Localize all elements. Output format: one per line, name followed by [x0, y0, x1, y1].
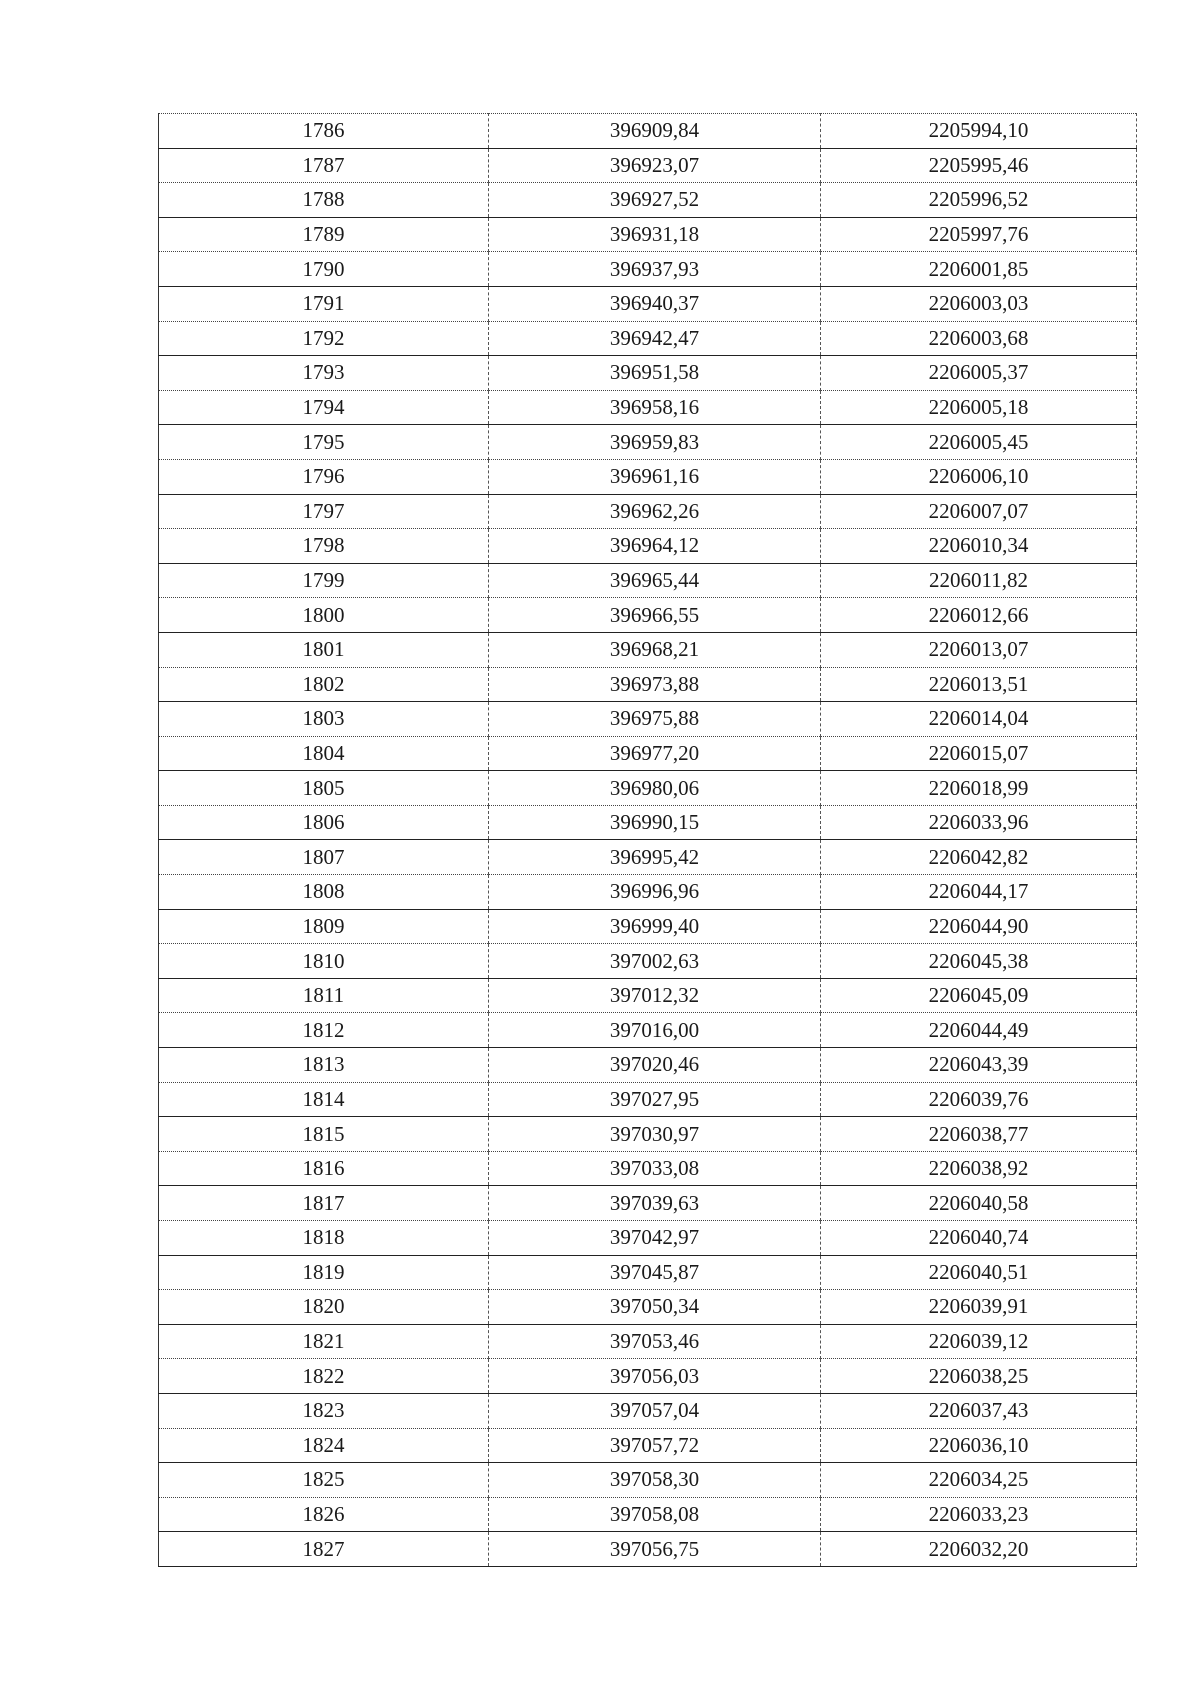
table-row	[159, 1324, 1137, 1359]
y-coordinate-cell: 2206044,17	[821, 875, 1137, 910]
x-coordinate-cell: 396937,93	[489, 252, 821, 287]
x-coordinate-cell: 397033,08	[489, 1151, 821, 1186]
y-coordinate-cell: 2206040,58	[821, 1186, 1137, 1221]
point-number-cell: 1824	[159, 1428, 489, 1463]
y-coordinate-cell: 2205996,52	[821, 183, 1137, 218]
point-number-cell: 1800	[159, 598, 489, 633]
y-coordinate-cell: 2206015,07	[821, 736, 1137, 771]
y-coordinate-cell: 2206045,38	[821, 944, 1137, 979]
x-coordinate-cell: 397039,63	[489, 1186, 821, 1221]
x-coordinate-cell: 396995,42	[489, 840, 821, 875]
table-row	[159, 563, 1137, 598]
point-number-cell: 1804	[159, 736, 489, 771]
y-coordinate-cell: 2206032,20	[821, 1532, 1137, 1567]
x-coordinate-cell: 396965,44	[489, 563, 821, 598]
table-row	[159, 1428, 1137, 1463]
y-coordinate-cell: 2206045,09	[821, 978, 1137, 1013]
table-row	[159, 1463, 1137, 1498]
y-coordinate-cell: 2205995,46	[821, 148, 1137, 183]
x-coordinate-cell: 397056,75	[489, 1532, 821, 1567]
x-coordinate-cell: 396962,26	[489, 494, 821, 529]
y-coordinate-cell: 2206044,90	[821, 909, 1137, 944]
y-coordinate-cell: 2206012,66	[821, 598, 1137, 633]
x-coordinate-cell: 397020,46	[489, 1048, 821, 1083]
point-number-cell: 1805	[159, 771, 489, 806]
y-coordinate-cell: 2206006,10	[821, 459, 1137, 494]
table-row	[159, 840, 1137, 875]
point-number-cell: 1797	[159, 494, 489, 529]
table-row	[159, 1186, 1137, 1221]
y-coordinate-cell: 2205994,10	[821, 114, 1137, 149]
y-coordinate-cell: 2206011,82	[821, 563, 1137, 598]
table-row	[159, 805, 1137, 840]
y-coordinate-cell: 2206034,25	[821, 1463, 1137, 1498]
y-coordinate-cell: 2206014,04	[821, 702, 1137, 737]
y-coordinate-cell: 2206039,12	[821, 1324, 1137, 1359]
table-row	[159, 1255, 1137, 1290]
y-coordinate-cell: 2206038,25	[821, 1359, 1137, 1394]
table-row	[159, 1221, 1137, 1256]
x-coordinate-cell: 396964,12	[489, 529, 821, 564]
x-coordinate-cell: 397058,30	[489, 1463, 821, 1498]
table-row	[159, 252, 1137, 287]
table-row	[159, 944, 1137, 979]
table-row	[159, 1013, 1137, 1048]
x-coordinate-cell: 397027,95	[489, 1082, 821, 1117]
table-row	[159, 1117, 1137, 1152]
x-coordinate-cell: 397030,97	[489, 1117, 821, 1152]
table-row	[159, 459, 1137, 494]
x-coordinate-cell: 396923,07	[489, 148, 821, 183]
point-number-cell: 1809	[159, 909, 489, 944]
point-number-cell: 1807	[159, 840, 489, 875]
point-number-cell: 1787	[159, 148, 489, 183]
table-row	[159, 286, 1137, 321]
table-row	[159, 148, 1137, 183]
x-coordinate-cell: 396961,16	[489, 459, 821, 494]
point-number-cell: 1821	[159, 1324, 489, 1359]
point-number-cell: 1798	[159, 529, 489, 564]
table-row	[159, 909, 1137, 944]
point-number-cell: 1793	[159, 356, 489, 391]
table-row	[159, 425, 1137, 460]
table-row	[159, 632, 1137, 667]
y-coordinate-cell: 2206003,03	[821, 286, 1137, 321]
x-coordinate-cell: 397057,72	[489, 1428, 821, 1463]
table-row	[159, 667, 1137, 702]
coordinates-table-body	[159, 114, 1137, 1567]
y-coordinate-cell: 2206038,77	[821, 1117, 1137, 1152]
y-coordinate-cell: 2206043,39	[821, 1048, 1137, 1083]
table-row	[159, 1393, 1137, 1428]
point-number-cell: 1806	[159, 805, 489, 840]
point-number-cell: 1816	[159, 1151, 489, 1186]
x-coordinate-cell: 396927,52	[489, 183, 821, 218]
point-number-cell: 1802	[159, 667, 489, 702]
y-coordinate-cell: 2206013,51	[821, 667, 1137, 702]
table-row	[159, 771, 1137, 806]
point-number-cell: 1811	[159, 978, 489, 1013]
y-coordinate-cell: 2206013,07	[821, 632, 1137, 667]
x-coordinate-cell: 396966,55	[489, 598, 821, 633]
y-coordinate-cell: 2206001,85	[821, 252, 1137, 287]
x-coordinate-cell: 396999,40	[489, 909, 821, 944]
y-coordinate-cell: 2206010,34	[821, 529, 1137, 564]
x-coordinate-cell: 397042,97	[489, 1221, 821, 1256]
point-number-cell: 1790	[159, 252, 489, 287]
x-coordinate-cell: 397012,32	[489, 978, 821, 1013]
table-row	[159, 390, 1137, 425]
point-number-cell: 1786	[159, 114, 489, 149]
table-row	[159, 736, 1137, 771]
y-coordinate-cell: 2206037,43	[821, 1393, 1137, 1428]
point-number-cell: 1817	[159, 1186, 489, 1221]
point-number-cell: 1795	[159, 425, 489, 460]
table-row	[159, 598, 1137, 633]
table-row	[159, 494, 1137, 529]
point-number-cell: 1827	[159, 1532, 489, 1567]
table-row	[159, 114, 1137, 149]
x-coordinate-cell: 396951,58	[489, 356, 821, 391]
x-coordinate-cell: 397050,34	[489, 1290, 821, 1325]
point-number-cell: 1820	[159, 1290, 489, 1325]
document-page	[158, 113, 1136, 1567]
y-coordinate-cell: 2206038,92	[821, 1151, 1137, 1186]
y-coordinate-cell: 2206005,45	[821, 425, 1137, 460]
x-coordinate-cell: 397056,03	[489, 1359, 821, 1394]
table-row	[159, 1290, 1137, 1325]
x-coordinate-cell: 397016,00	[489, 1013, 821, 1048]
point-number-cell: 1818	[159, 1221, 489, 1256]
table-row	[159, 1532, 1137, 1567]
x-coordinate-cell: 397045,87	[489, 1255, 821, 1290]
y-coordinate-cell: 2206042,82	[821, 840, 1137, 875]
y-coordinate-cell: 2206033,23	[821, 1497, 1137, 1532]
x-coordinate-cell: 397053,46	[489, 1324, 821, 1359]
point-number-cell: 1799	[159, 563, 489, 598]
x-coordinate-cell: 396973,88	[489, 667, 821, 702]
x-coordinate-cell: 397002,63	[489, 944, 821, 979]
x-coordinate-cell: 396990,15	[489, 805, 821, 840]
point-number-cell: 1789	[159, 217, 489, 252]
y-coordinate-cell: 2206044,49	[821, 1013, 1137, 1048]
y-coordinate-cell: 2206007,07	[821, 494, 1137, 529]
x-coordinate-cell: 396977,20	[489, 736, 821, 771]
table-row	[159, 875, 1137, 910]
x-coordinate-cell: 396980,06	[489, 771, 821, 806]
x-coordinate-cell: 396959,83	[489, 425, 821, 460]
y-coordinate-cell: 2206040,51	[821, 1255, 1137, 1290]
point-number-cell: 1803	[159, 702, 489, 737]
y-coordinate-cell: 2205997,76	[821, 217, 1137, 252]
x-coordinate-cell: 396909,84	[489, 114, 821, 149]
point-number-cell: 1814	[159, 1082, 489, 1117]
point-number-cell: 1825	[159, 1463, 489, 1498]
point-number-cell: 1812	[159, 1013, 489, 1048]
point-number-cell: 1815	[159, 1117, 489, 1152]
point-number-cell: 1823	[159, 1393, 489, 1428]
point-number-cell: 1808	[159, 875, 489, 910]
x-coordinate-cell: 396975,88	[489, 702, 821, 737]
point-number-cell: 1810	[159, 944, 489, 979]
y-coordinate-cell: 2206005,37	[821, 356, 1137, 391]
point-number-cell: 1826	[159, 1497, 489, 1532]
point-number-cell: 1796	[159, 459, 489, 494]
point-number-cell: 1791	[159, 286, 489, 321]
point-number-cell: 1801	[159, 632, 489, 667]
y-coordinate-cell: 2206039,91	[821, 1290, 1137, 1325]
table-row	[159, 1082, 1137, 1117]
point-number-cell: 1792	[159, 321, 489, 356]
y-coordinate-cell: 2206040,74	[821, 1221, 1137, 1256]
table-row	[159, 529, 1137, 564]
table-row	[159, 1048, 1137, 1083]
x-coordinate-cell: 397057,04	[489, 1393, 821, 1428]
table-row	[159, 321, 1137, 356]
x-coordinate-cell: 396968,21	[489, 632, 821, 667]
x-coordinate-cell: 396958,16	[489, 390, 821, 425]
x-coordinate-cell: 396996,96	[489, 875, 821, 910]
x-coordinate-cell: 397058,08	[489, 1497, 821, 1532]
table-row	[159, 1359, 1137, 1394]
x-coordinate-cell: 396940,37	[489, 286, 821, 321]
y-coordinate-cell: 2206036,10	[821, 1428, 1137, 1463]
y-coordinate-cell: 2206039,76	[821, 1082, 1137, 1117]
y-coordinate-cell: 2206005,18	[821, 390, 1137, 425]
table-row	[159, 1151, 1137, 1186]
point-number-cell: 1822	[159, 1359, 489, 1394]
table-row	[159, 183, 1137, 218]
table-row	[159, 978, 1137, 1013]
table-row	[159, 1497, 1137, 1532]
point-number-cell: 1813	[159, 1048, 489, 1083]
x-coordinate-cell: 396942,47	[489, 321, 821, 356]
y-coordinate-cell: 2206018,99	[821, 771, 1137, 806]
x-coordinate-cell: 396931,18	[489, 217, 821, 252]
point-number-cell: 1788	[159, 183, 489, 218]
point-number-cell: 1794	[159, 390, 489, 425]
table-row	[159, 702, 1137, 737]
y-coordinate-cell: 2206003,68	[821, 321, 1137, 356]
coordinates-table	[158, 113, 1137, 1567]
y-coordinate-cell: 2206033,96	[821, 805, 1137, 840]
table-row	[159, 356, 1137, 391]
point-number-cell: 1819	[159, 1255, 489, 1290]
table-row	[159, 217, 1137, 252]
